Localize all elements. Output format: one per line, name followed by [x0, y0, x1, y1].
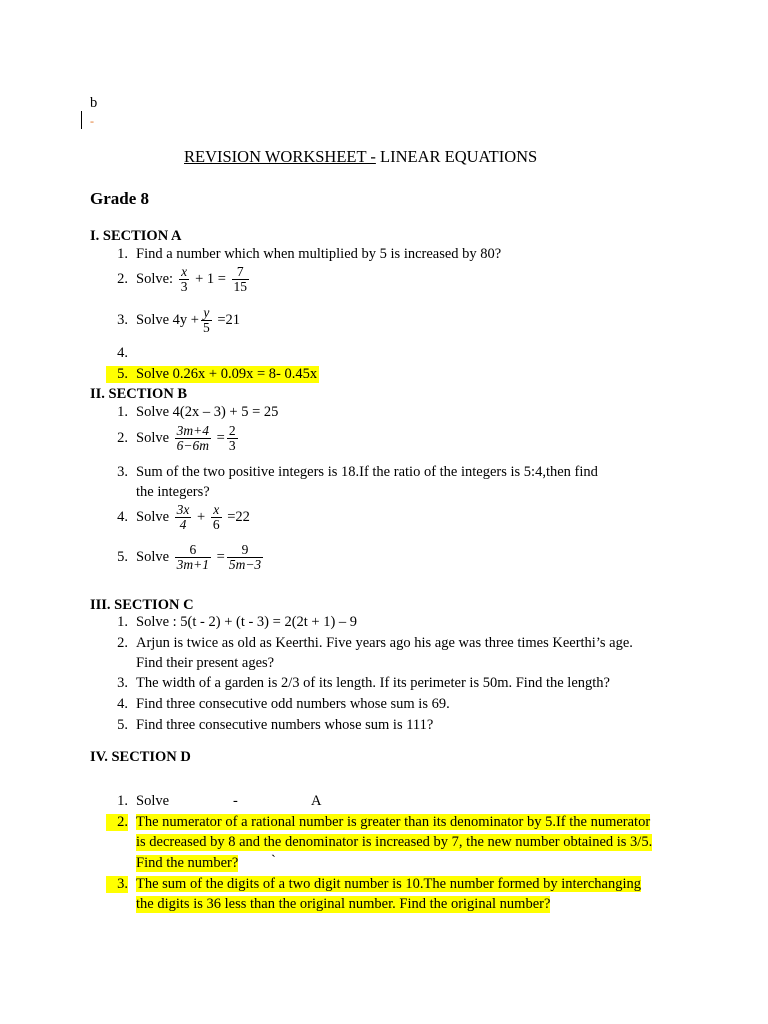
small-mark: - [90, 114, 94, 128]
section-c-q5: 5. Find three consecutive numbers whose sum is 111? [117, 717, 434, 733]
section-d-q1: 1. Solve [117, 793, 170, 809]
section-a-q1: 1. Find a number which when multiplied by 5 is increased by 80? [117, 246, 502, 262]
section-c-heading: III. SECTION C [90, 597, 194, 613]
section-a-q4: 4. [117, 345, 128, 361]
section-d-q2-cont1: is decreased by 8 and the denominator is increased by 7, the new number obtained is 3/5. [136, 834, 653, 850]
section-d-q2-tick: ` [271, 853, 276, 869]
section-b-q3-cont: the integers? [136, 484, 210, 500]
fraction: $\frac{6}{3m+1}$ [176, 542, 210, 573]
section-a-q5: 5. Solve 0.26x + 0.09x = 8- 0.45x [106, 366, 319, 383]
fraction: $\frac{3x}{4}$ [176, 502, 190, 533]
section-b-q1: 1. Solve 4(2x – 3) + 5 = 25 [117, 404, 279, 420]
top-mark: b [90, 95, 98, 111]
section-c-q1: 1. Solve : 5(t - 2) + (t - 3) = 2(2t + 1) – 9 [117, 614, 358, 630]
page-title [184, 148, 537, 167]
fraction: $\frac{9}{5m-3}$ [228, 542, 262, 573]
section-d-q3-cont: the digits is 36 less than the original number. Find the original number? [136, 896, 551, 912]
section-b-heading: II. SECTION B [90, 386, 188, 402]
fraction: $\frac{7}{15}$ [233, 264, 248, 295]
title-underlined: REVISION WORKSHEET - [184, 147, 376, 166]
section-b-q4: 4. Solve $\frac{3x}{4}$ + $\frac{x}{6}$ =22 [117, 502, 250, 533]
section-b-q2: 2. Solve $\frac{3m+4}{6-6m}$ = $\frac{2}{3}$ [117, 423, 236, 454]
section-c-q2-cont: Find their present ages? [136, 655, 275, 671]
section-a-q3: 3. Solve 4y + $\frac{y}{5}$ =21 [117, 305, 241, 336]
section-c-q2: 2. Arjun is twice as old as Keerthi. Five years ago his age was three times Keerthi’s age. [117, 635, 633, 651]
section-b-q5: 5. Solve $\frac{6}{3m+1}$ = $\frac{9}{5m-3}$ [117, 542, 262, 573]
section-d-q2: 2. The numerator of a rational number is greater than its denominator by 5.If the numerator [106, 814, 650, 831]
fraction: $\frac{3m+4}{6-6m}$ [176, 423, 210, 454]
fraction: $\frac{y}{5}$ [202, 305, 210, 336]
fraction: $\frac{2}{3}$ [228, 423, 236, 454]
section-d-heading: IV. SECTION D [90, 749, 191, 765]
section-c-q4: 4. Find three consecutive odd numbers whose sum is 69. [117, 696, 450, 712]
section-a-q2: 2. Solve: $\frac{x}{3}$ + 1 = $\frac{7}{15}$ [117, 264, 248, 295]
section-b-q3: 3. Sum of the two positive integers is 18.If the ratio of the integers is 5:4,then find [117, 464, 598, 480]
section-d-q3: 3. The sum of the digits of a two digit number is 10.The number formed by interchanging [106, 876, 641, 893]
section-c-q3: 3. The width of a garden is 2/3 of its length. If its perimeter is 50m. Find the length? [117, 675, 610, 691]
text-cursor [81, 111, 82, 129]
grade-heading: Grade 8 [90, 189, 150, 208]
section-d-q2-cont2: Find the number? [136, 855, 239, 871]
title-rest: LINEAR EQUATIONS [375, 147, 538, 166]
section-a-heading: I. SECTION A [90, 228, 182, 244]
section-d-q1-dash: - [233, 793, 238, 809]
section-d-q1-letter: A [311, 793, 322, 809]
fraction: $\frac{x}{6}$ [212, 502, 220, 533]
fraction: $\frac{x}{3}$ [180, 264, 188, 295]
